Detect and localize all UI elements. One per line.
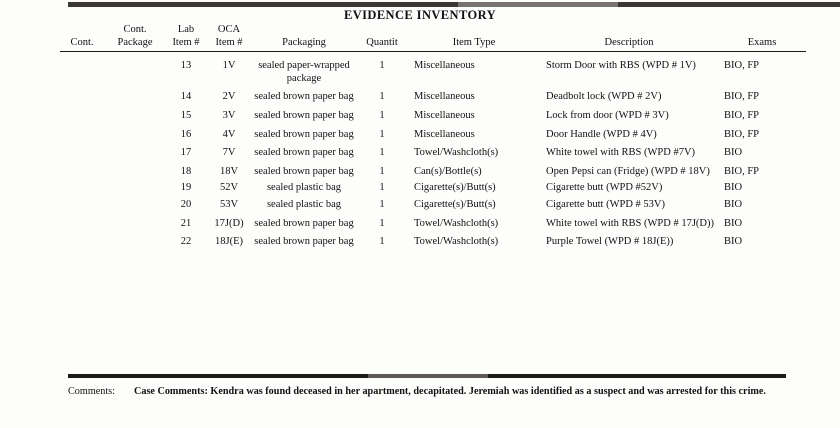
cell-packaging: sealed paper-wrapped package — [258, 60, 350, 84]
column-header-oca-item — [206, 24, 252, 50]
cell-cont — [60, 141, 104, 160]
cell-quantity: 1 — [379, 91, 385, 103]
cell-lab-item: 21 — [180, 217, 192, 229]
cell-description: White towel with RBS (WPD #7V) — [546, 147, 696, 159]
cell-lab-item: 13 — [180, 60, 192, 72]
cell-lab-item: 17 — [180, 147, 192, 159]
cell-lab-item: 15 — [180, 109, 192, 121]
cell-packaging: sealed brown paper bag — [254, 109, 354, 121]
cell-lab-item: 18 — [180, 165, 192, 177]
cell-item-type: Cigarette(s)/Butt(s) — [414, 198, 496, 210]
cell-quantity: 1 — [379, 165, 385, 177]
cell-oca-item: 53V — [219, 198, 239, 210]
cell-lab-item: 22 — [180, 236, 192, 248]
cell-quantity: 1 — [379, 147, 385, 159]
column-header-oca-item-line1: OCA — [217, 24, 241, 35]
cell-packaging: sealed plastic bag — [266, 198, 342, 210]
scan-edge-top — [68, 2, 840, 7]
cell-oca-item: 17J(D) — [214, 217, 244, 229]
column-header-cont — [60, 24, 104, 50]
cell-oca-item: 18J(E) — [215, 236, 243, 248]
cell-package — [104, 160, 166, 179]
column-header-quantity — [356, 24, 408, 50]
section-divider — [68, 374, 786, 378]
table-body — [60, 54, 806, 249]
cell-cont — [60, 85, 104, 104]
cell-item-type: Miscellaneous — [414, 128, 475, 140]
table-row — [60, 141, 806, 160]
cell-quantity: 1 — [379, 236, 385, 248]
table-row — [60, 123, 806, 142]
cell-item-type: Towel/Washcloth(s) — [414, 147, 499, 159]
cell-exams: BIO, FP — [724, 91, 760, 103]
cell-lab-item: 14 — [180, 91, 192, 103]
cell-exams: BIO, FP — [724, 128, 760, 140]
column-header-item-type — [408, 24, 540, 50]
cell-exams: BIO, FP — [724, 165, 760, 177]
table-row — [60, 212, 806, 231]
cell-quantity: 1 — [379, 198, 385, 210]
cell-exams: BIO — [724, 236, 743, 248]
column-header-package-line2: Package — [117, 36, 153, 48]
cell-exams: BIO — [724, 217, 743, 229]
cell-oca-item: 2V — [222, 91, 236, 103]
table-row — [60, 178, 806, 195]
cell-oca-item: 52V — [219, 182, 239, 194]
cell-item-type: Miscellaneous — [414, 60, 475, 72]
table-row — [60, 85, 806, 104]
table-row — [60, 195, 806, 212]
cell-item-type: Towel/Washcloth(s) — [414, 236, 499, 248]
column-header-lab-item-line2: Item # — [172, 36, 200, 48]
cell-item-type: Cigarette(s)/Butt(s) — [414, 182, 496, 194]
cell-cont — [60, 160, 104, 179]
cell-exams: BIO, FP — [724, 109, 760, 121]
comments-text: Case Comments: Kendra was found deceased in her apartment, decapitated. Jeremiah was identified as a suspect and was arrested for this crime. — [134, 386, 766, 397]
cell-cont — [60, 195, 104, 212]
cell-item-type: Miscellaneous — [414, 109, 475, 121]
cell-quantity: 1 — [379, 109, 385, 121]
column-header-description-line2: Description — [604, 36, 654, 48]
table-row — [60, 54, 806, 85]
cell-description: Open Pepsi can (Fridge) (WPD # 18V) — [546, 165, 710, 177]
cell-package — [104, 104, 166, 123]
column-header-exams-line2: Exams — [747, 36, 777, 48]
column-header-description — [540, 24, 718, 50]
cell-description: White towel with RBS (WPD # 17J(D)) — [546, 217, 714, 229]
cell-oca-item: 3V — [222, 109, 236, 121]
column-header-exams — [718, 24, 806, 50]
column-header-package-line1: Cont. — [123, 24, 147, 35]
cell-package — [104, 85, 166, 104]
cell-item-type: Towel/Washcloth(s) — [414, 217, 499, 229]
cell-quantity: 1 — [379, 60, 385, 72]
cell-package — [104, 230, 166, 249]
cell-cont — [60, 104, 104, 123]
cell-package — [104, 123, 166, 142]
table-row — [60, 230, 806, 249]
cell-quantity: 1 — [379, 217, 385, 229]
column-header-quantity-line2: Quantit — [366, 36, 398, 48]
comments-section — [68, 384, 818, 399]
cell-oca-item: 1V — [222, 60, 236, 72]
cell-exams: BIO — [724, 198, 743, 210]
cell-oca-item: 4V — [222, 128, 236, 140]
cell-cont — [60, 54, 104, 85]
column-header-lab-item — [166, 24, 206, 50]
cell-package — [104, 212, 166, 231]
column-header-oca-item-line2: Item # — [215, 36, 243, 48]
cell-package — [104, 195, 166, 212]
cell-quantity: 1 — [379, 128, 385, 140]
cell-oca-item: 18V — [219, 165, 239, 177]
header-row — [60, 24, 806, 50]
column-header-lab-item-line1: Lab — [177, 24, 195, 35]
cell-cont — [60, 230, 104, 249]
cell-package — [104, 141, 166, 160]
cell-exams: BIO — [724, 147, 743, 159]
cell-description: Door Handle (WPD # 4V) — [546, 128, 657, 140]
cell-exams: BIO, FP — [724, 60, 760, 72]
cell-lab-item: 19 — [180, 182, 192, 194]
cell-oca-item: 7V — [222, 147, 236, 159]
cell-exams: BIO — [724, 182, 743, 194]
cell-description: Cigarette butt (WPD # 53V) — [546, 198, 665, 210]
cell-cont — [60, 178, 104, 195]
cell-packaging: sealed brown paper bag — [254, 147, 354, 159]
column-header-packaging-line2: Packaging — [282, 36, 326, 48]
cell-packaging: sealed brown paper bag — [254, 91, 354, 103]
cell-description: Deadbolt lock (WPD # 2V) — [546, 91, 662, 103]
cell-packaging: sealed brown paper bag — [254, 236, 354, 248]
evidence-inventory-table — [60, 24, 806, 249]
comments-label: Comments: — [68, 386, 115, 397]
column-header-item-type-line2: Item Type — [452, 36, 496, 48]
cell-packaging: sealed brown paper bag — [254, 217, 354, 229]
table-row — [60, 160, 806, 179]
cell-description: Purple Towel (WPD # 18J(E)) — [546, 236, 674, 248]
cell-packaging: sealed plastic bag — [266, 182, 342, 194]
cell-packaging: sealed brown paper bag — [254, 128, 354, 140]
column-header-package — [104, 24, 166, 50]
table-header — [60, 24, 806, 54]
cell-package — [104, 54, 166, 85]
cell-description: Cigarette butt (WPD #52V) — [546, 182, 663, 194]
page-title: EVIDENCE INVENTORY — [343, 8, 497, 22]
column-header-packaging — [252, 24, 356, 50]
cell-quantity: 1 — [379, 182, 385, 194]
cell-packaging: sealed brown paper bag — [254, 165, 354, 177]
cell-lab-item: 20 — [180, 198, 192, 210]
cell-cont — [60, 212, 104, 231]
cell-item-type: Miscellaneous — [414, 91, 475, 103]
cell-description: Lock from door (WPD # 3V) — [546, 109, 669, 121]
table-row — [60, 104, 806, 123]
cell-lab-item: 16 — [180, 128, 192, 140]
cell-cont — [60, 123, 104, 142]
column-header-cont-line2: Cont. — [70, 36, 94, 48]
cell-description: Storm Door with RBS (WPD # 1V) — [546, 60, 696, 72]
cell-package — [104, 178, 166, 195]
cell-item-type: Can(s)/Bottle(s) — [414, 165, 482, 177]
